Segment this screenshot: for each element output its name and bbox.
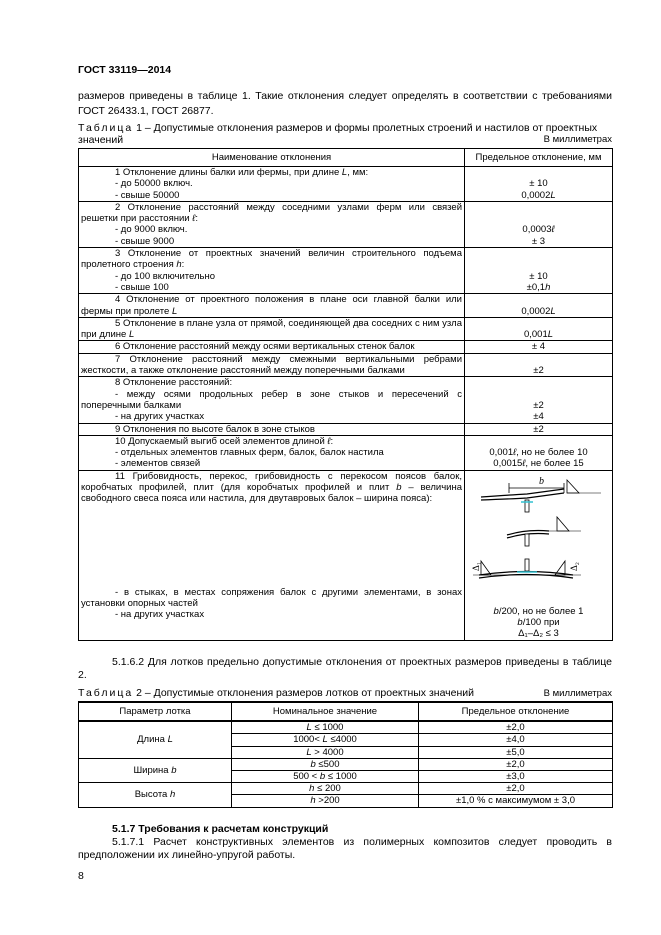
table1-value-cell — [465, 167, 613, 202]
row-sub: - свыше 50000 — [115, 189, 180, 201]
table-row — [79, 167, 613, 202]
table-row — [79, 783, 613, 795]
table2-col3-header: Предельное отклонение — [419, 702, 613, 721]
value: 0,0015ℓ, не более 15 — [493, 458, 584, 470]
deviation: ±5,0 — [419, 746, 613, 758]
nominal: 500 < b ≤ 1000 — [232, 771, 419, 783]
table-row — [79, 201, 613, 247]
table-row — [79, 377, 613, 423]
row-title: 5 Отклонение в плане узла от прямой, соединяющей два соседних с ним узла при длине L — [81, 317, 462, 341]
table1-units: В миллиметрах — [543, 134, 612, 145]
table1-value-cell — [465, 470, 613, 640]
value: b/200, но не более 1 — [493, 605, 584, 617]
value: ± 10 — [529, 178, 548, 190]
table1-caption — [78, 122, 612, 146]
row-title: 7 Отклонение расстояний между смежными вертикальными ребрами жесткости, а также отклонение расстояний между поперечными балками — [81, 353, 462, 377]
row-sub: - свыше 100 — [115, 281, 169, 293]
deviation-diagram — [467, 471, 610, 603]
row-title: 6 Отклонение расстояний между осями вертикальных стенок балок — [115, 341, 415, 353]
table1-cell — [79, 317, 465, 341]
value: b/100 при — [517, 617, 560, 629]
table1-cell — [79, 201, 465, 247]
value: 0,0003ℓ — [522, 224, 555, 236]
deviation: ±1,0 % с максимумом ± 3,0 — [419, 795, 613, 807]
param-width: Ширина b — [79, 758, 232, 782]
table-row — [79, 294, 613, 318]
value: 0,0002L — [521, 189, 556, 201]
row-sub: - отдельных элементов главных ферм, балок, балок настила — [115, 447, 384, 459]
table-row — [79, 423, 613, 435]
flange-top — [481, 489, 564, 497]
table1-cell — [79, 423, 465, 435]
table1-col1-header: Наименование отклонения — [79, 149, 465, 167]
value: Δ₁–Δ₂ ≤ 3 — [518, 628, 559, 640]
doc-header: ГОСТ 33119—2014 — [78, 64, 172, 76]
delta-triangle — [567, 480, 579, 493]
table1-header-row — [79, 149, 613, 167]
table2-caption — [78, 687, 474, 699]
deviation: ±2,0 — [419, 758, 613, 770]
row-sub: - свыше 9000 — [115, 235, 175, 247]
row-title: 9 Отклонения по высоте балок в зоне стыков — [115, 423, 315, 435]
table2-col2-header: Номинальное значение — [232, 702, 419, 721]
value: ±2 — [533, 399, 544, 411]
paragraph-5162: 5.1.6.2 Для лотков предельно допустимые отклонения от проектных размеров приведены в таблице 2. — [78, 656, 612, 681]
table1-value-cell: 0,0002L — [465, 294, 613, 318]
table1-cell — [79, 435, 465, 470]
row-title: 8 Отклонение расстояний: — [115, 377, 233, 389]
table1-value-cell — [465, 248, 613, 294]
delta1-triangle — [481, 561, 491, 575]
row-sub: - на других участках — [115, 609, 205, 621]
table1-value-cell: ±2 — [465, 353, 613, 377]
table-row — [79, 721, 613, 734]
table1-col2-header: Предельное отклонение, мм — [465, 149, 613, 167]
spacer — [81, 505, 462, 587]
deviation: ±4,0 — [419, 734, 613, 746]
table-row — [79, 341, 613, 353]
page-number: 8 — [78, 870, 84, 882]
row-title: 1 Отклонение длины балки или фермы, при длине L, мм: — [115, 167, 369, 178]
row-title: 11 Грибовидность, перекос, грибовидность с перекосом поясов балок, коробчатых профилей, плит (для коробчатых профилей и плит b – величина свободного свеса пояса или настила, для двутавровых балок – ширина пояса): — [81, 470, 463, 505]
row-sub: - на других участках — [115, 411, 205, 423]
table1-value-cell — [465, 201, 613, 247]
row-sub: - между осями продольных ребер в зоне стыков и пересечений с поперечными балками — [81, 388, 462, 411]
value: ±4 — [533, 411, 544, 423]
nominal: L > 4000 — [232, 746, 419, 758]
row-title: 10 Допускаемый выгиб осей элементов длиной ℓ: — [115, 435, 334, 447]
web — [525, 559, 529, 571]
value: ± 3 — [531, 235, 546, 247]
table-row — [79, 758, 613, 770]
table1-cell — [79, 353, 465, 377]
param-length: Длина L — [79, 721, 232, 758]
table1-cell — [79, 294, 465, 318]
value: ± 10 — [529, 270, 548, 282]
table-row — [79, 353, 613, 377]
table1-value-cell: ± 4 — [465, 341, 613, 353]
web — [525, 534, 529, 546]
row-sub: - в стыках, в местах сопряжения балок с другими элементами, в зонах установки опорных частей — [81, 586, 462, 609]
table-row — [79, 435, 613, 470]
table1-value-cell: ±2 — [465, 423, 613, 435]
table2-caption-text: 2 – Допустимые отклонения размеров лотков от проектных значений — [136, 687, 475, 699]
flange-deviation-figure — [469, 471, 608, 603]
row-title: 4 Отклонение от проектного положения в плане оси главной балки или фермы при пролете L — [81, 294, 462, 317]
table1-cell — [79, 167, 465, 202]
table1-caption-text: 1 – Допустимые отклонения размеров и формы пролетных строений и настилов от проектных значений — [78, 122, 598, 146]
table-row — [79, 317, 613, 341]
intro-paragraph: размеров приведены в таблице 1. Такие отклонения следует определять в соответствии с требованиями ГОСТ 26433.1, ГОСТ 26877. — [78, 90, 612, 117]
nominal: h >200 — [232, 795, 419, 807]
row-title: 2 Отклонение расстояний между соседними узлами ферм или связей решетки при расстоянии ℓ: — [81, 201, 462, 225]
value: 0,001ℓ, но не более 10 — [489, 447, 588, 459]
table2-col1-header: Параметр лотка — [79, 702, 232, 721]
deviation: ±3,0 — [419, 771, 613, 783]
table-row — [79, 470, 613, 640]
label-delta1: Δ₁ — [471, 561, 481, 571]
table1 — [78, 148, 613, 641]
row-sub: - до 100 включительно — [115, 270, 216, 282]
row-sub: - элементов связей — [115, 458, 201, 470]
table2-caption-word: Таблица — [78, 687, 134, 699]
table1-value-cell: 0,001L — [465, 317, 613, 341]
table1-value-cell — [465, 377, 613, 423]
row-title: 3 Отклонение от проектных значений величин строительного подъема пролетного строения h: — [81, 248, 462, 271]
table1-cell — [79, 377, 465, 423]
table1-cell — [79, 341, 465, 353]
value: ±0,1h — [526, 281, 551, 293]
table2-units: В миллиметрах — [543, 688, 612, 699]
label-delta2: Δ₂ — [569, 561, 579, 571]
label-b: b — [539, 475, 544, 487]
table1-cell — [79, 470, 465, 640]
table1-caption-word: Таблица — [78, 122, 134, 134]
table2 — [78, 701, 613, 808]
deviation: ±2,0 — [419, 783, 613, 795]
table1-value-cell — [465, 435, 613, 470]
delta-triangle — [557, 517, 569, 531]
table1-cell — [79, 248, 465, 294]
nominal: 1000< L ≤4000 — [232, 734, 419, 746]
table2-header-row — [79, 702, 613, 721]
nominal: L ≤ 1000 — [232, 721, 419, 734]
nominal: b ≤500 — [232, 758, 419, 770]
row-sub: - до 9000 включ. — [115, 224, 188, 236]
paragraph-5171: 5.1.7.1 Расчет конструктивных элементов из полимерных композитов следует проводить в предположении их линейно-упругой работы. — [78, 836, 612, 861]
nominal: h ≤ 200 — [232, 783, 419, 795]
deviation: ±2,0 — [419, 721, 613, 734]
table-row — [79, 248, 613, 294]
section-heading-517: 5.1.7 Требования к расчетам конструкций — [112, 823, 329, 835]
param-height: Высота h — [79, 783, 232, 807]
row-sub: - до 50000 включ. — [115, 178, 193, 190]
